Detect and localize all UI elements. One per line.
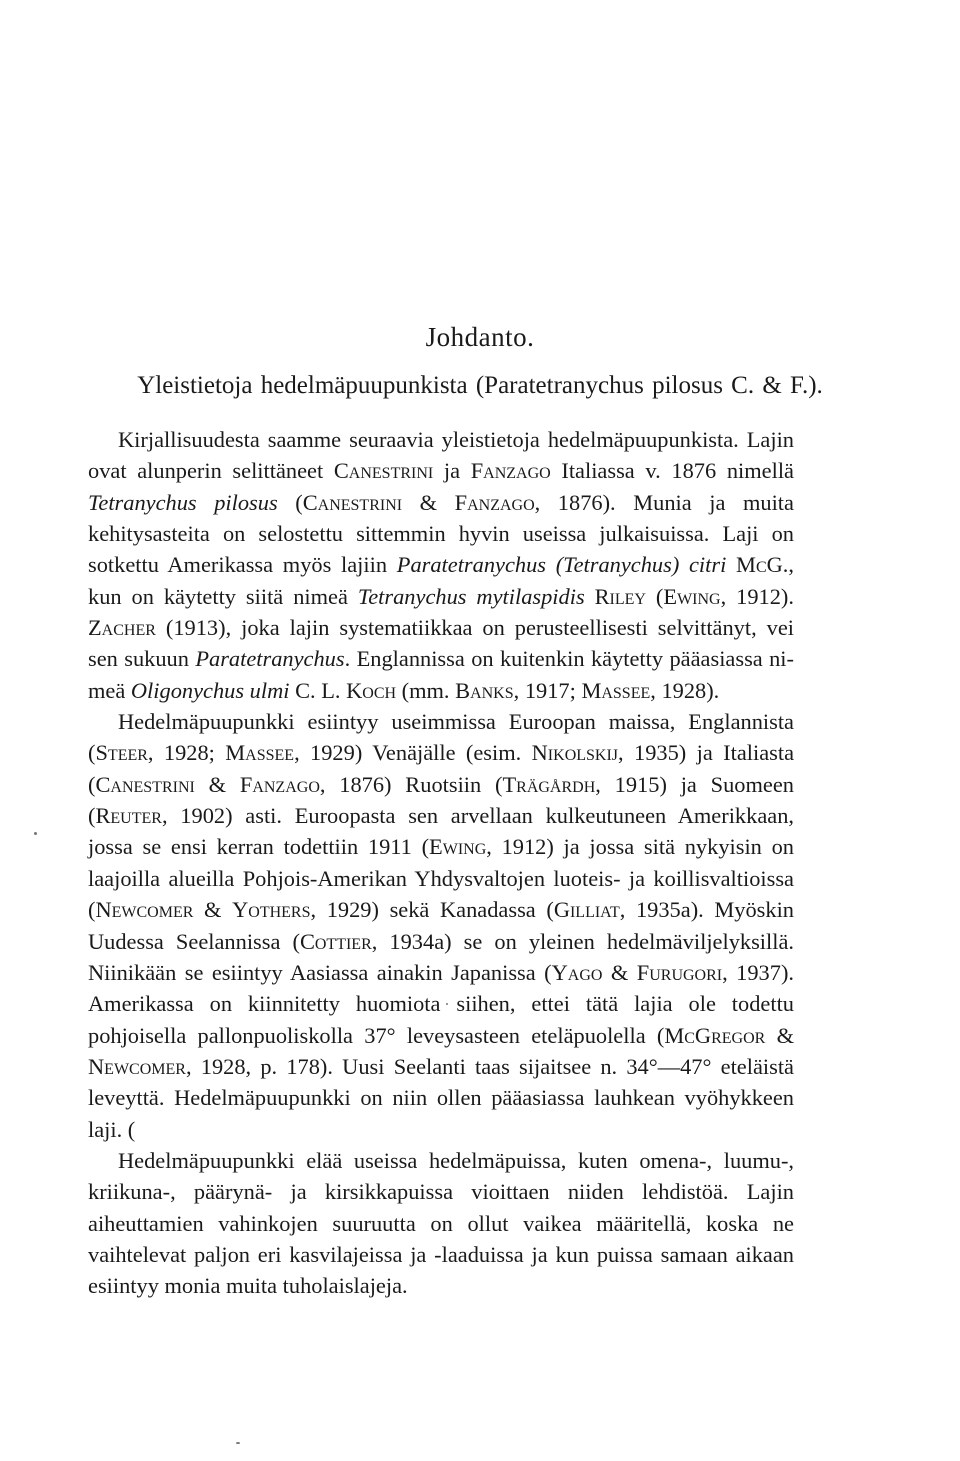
species-name: Oligonychus ulmi bbox=[130, 677, 290, 703]
text-run: , 1917; bbox=[513, 677, 582, 703]
text-run: , 1929) Venäjälle (esim. bbox=[294, 740, 532, 766]
text-run: , 1935) ja Italiasta ( bbox=[88, 740, 795, 797]
text-run: , 1934a) se on yleinen hedelmäviljelyksillä. Niinikään se esiintyy Aasiassa ainakin Japanissa ( bbox=[88, 928, 794, 985]
text-run: , 1876) Ruotsiin ( bbox=[319, 771, 503, 797]
text-run: Hedelmäpuupunkki esiintyy useimmissa Euroopan maissa, Englannista ( bbox=[88, 709, 794, 766]
author-name: Canestrini bbox=[95, 771, 195, 797]
author-name: Fanzago bbox=[470, 458, 551, 484]
paragraph bbox=[88, 706, 794, 1145]
author-name: McGregor bbox=[664, 1022, 766, 1048]
text-run: , 1928). bbox=[650, 677, 720, 703]
author-name: Reuter bbox=[95, 803, 162, 829]
author-name: Furugori bbox=[636, 959, 723, 985]
author-name: Fanzago bbox=[239, 771, 320, 797]
author-name: Zacher bbox=[88, 615, 156, 641]
text-run: Italiassa v. 1876 nimellä bbox=[550, 458, 794, 484]
author-name: Fanzago bbox=[454, 489, 535, 515]
text-run: , 1928; bbox=[147, 740, 226, 766]
section-heading: Yleistietoja hedelmäpuupunkista (Paratetranychus pilosus C. & F.). bbox=[137, 372, 823, 399]
chapter-title: Johdanto. bbox=[425, 322, 535, 352]
author-name: Yothers bbox=[232, 897, 311, 923]
species-name: Paratetranychus bbox=[195, 646, 345, 672]
text-run: ( bbox=[277, 489, 303, 515]
author-name: Steer bbox=[95, 740, 148, 766]
text-run: . Englannissa on kuitenkin käytetty pääasiassa nimeä bbox=[88, 646, 794, 703]
author-name: Newcomer bbox=[88, 1053, 186, 1079]
text-run: & bbox=[602, 959, 637, 985]
text-run: , 1928, p. 178). Uusi Seelanti taas sijaitsee n. 34°—47° eteläistä leveyttä. Hedelmäpuupunkki on niin ollen pääasiassa lauhkean vyöhykkeen laji. ( bbox=[88, 1053, 794, 1142]
scan-speck bbox=[236, 1442, 240, 1444]
author-name: Koch bbox=[346, 677, 397, 703]
species-name: Tetranychus mytilaspidis bbox=[357, 583, 585, 609]
text-run: , 1912). bbox=[720, 583, 794, 609]
author-name: Canestrini bbox=[333, 458, 434, 484]
author-name: Riley bbox=[594, 583, 646, 609]
text-run: & bbox=[402, 489, 455, 515]
text-run: ., kun on käytetty siitä nimeä bbox=[88, 552, 794, 609]
author-name: McG bbox=[736, 552, 783, 578]
author-name: Canestrini bbox=[302, 489, 403, 515]
text-run: C. L. bbox=[289, 677, 347, 703]
text-run: & bbox=[194, 771, 240, 797]
author-name: Nikolskij bbox=[531, 740, 619, 766]
text-run: , 1935a). Myöskin Uudessa Seelannissa ( bbox=[88, 897, 794, 954]
paragraph bbox=[88, 1145, 794, 1302]
text-run: (1913), joka lajin systematiikkaa on perusteellisesti selvittänyt, vei sen sukuun bbox=[88, 615, 794, 672]
text-run: ( bbox=[645, 583, 664, 609]
text-run: ja bbox=[433, 458, 471, 484]
scan-speck bbox=[34, 832, 37, 835]
author-name: Massee bbox=[225, 740, 295, 766]
species-name: Paratetranychus (Tetranychus) citri bbox=[396, 552, 727, 578]
text-run: Hedelmäpuupunkki elää useissa hedelmäpuissa, kuten omena-, luumu-, kriikuna-, päärynä- ja kirsikkapuissa vioittaen niiden lehdistöä. Lajin aiheuttamien vahinkojen suuruutta on ollut vaikea määritellä, koska ne vaihtelevat paljon eri kasvilajeissa ja -laaduissa ja kun puissa samaan aikaan esiintyy monia muita tuholaislajeja. bbox=[88, 1147, 794, 1299]
text-run: , 1902) asti. Euroopasta sen arvellaan kulkeutuneen Amerikkaan, jossa se ensi kerran todettiin 1911 ( bbox=[88, 803, 794, 860]
author-name: Gilliat bbox=[553, 897, 620, 923]
author-name: Cottier bbox=[299, 928, 372, 954]
text-run: & bbox=[193, 897, 233, 923]
text-run bbox=[585, 584, 595, 609]
author-name: Ewing bbox=[663, 583, 721, 609]
author-name: Newcomer bbox=[95, 897, 194, 923]
species-name: Tetranychus pilosus bbox=[88, 489, 278, 515]
text-run bbox=[726, 552, 736, 577]
text-run: , 1876). Munia ja muita kehitysasteita on selostettu sittemmin hyvin useissa julkaisuissa. Laji on sotkettu Amerikassa myös lajiin bbox=[88, 489, 794, 578]
text-run: , 1937). Amerikassa on kiinnitetty huomiota siihen, ettei tätä lajia ole todettu pohjoisella pallonpuoliskolla 37° leveysasteen eteläpuolella ( bbox=[88, 959, 794, 1048]
author-name: Ewing bbox=[429, 834, 487, 860]
text-run: , 1915) ja Suomeen ( bbox=[88, 771, 794, 829]
text-run: Kirjallisuudesta saamme seuraavia yleistietoja hedelmäpuupunkista. Lajin ovat alunperin selittäneet bbox=[88, 427, 794, 484]
text-run: , 1912) ja jossa sitä nykyisin on laajoilla alueilla Pohjois-Amerikan Yhdysvaltojen luoteis- ja koillisvaltioissa ( bbox=[88, 834, 794, 923]
body-text bbox=[88, 424, 794, 1302]
author-name: Yago bbox=[551, 959, 603, 985]
author-name: Massee bbox=[581, 677, 651, 703]
author-name: Trägårdh bbox=[502, 771, 596, 797]
author-name: Banks bbox=[455, 677, 514, 703]
text-run: , 1929) sekä Kanadassa ( bbox=[310, 897, 554, 923]
paragraph bbox=[88, 424, 794, 706]
text-run: & bbox=[765, 1022, 795, 1048]
text-run: (mm. bbox=[396, 677, 456, 703]
